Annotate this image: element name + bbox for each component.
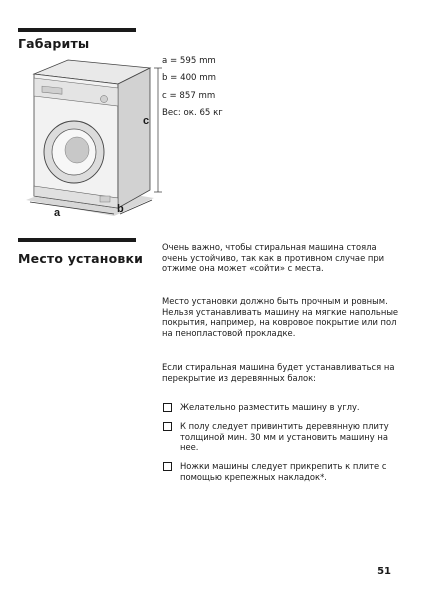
page-number: 51 (377, 566, 391, 577)
label-c: c (143, 115, 150, 127)
dimension-a: a = 595 mm (162, 56, 216, 66)
section-rule (18, 28, 136, 32)
weight: Вес: ок. 65 кг (162, 108, 223, 118)
checkbox-bullet-icon (163, 403, 172, 412)
label-a: a (54, 207, 61, 219)
list-item: К полу следует привинтить деревянную плиту толщиной мин. 30 мм и установить машину на нее. (162, 421, 402, 453)
install-paragraph-3: Если стиральная машина будет устанавливаться на перекрытие из деревянных балок: (162, 362, 395, 383)
install-paragraph-2: Место установки должно быть прочным и ровным. Нельзя устанавливать машину на мягкие напольные покрытия, например, на ковровое покрытие или пол на пенопластовой прокладке. (162, 296, 399, 338)
list-item: Ножки машины следует прикрепить к плите с помощью крепежных накладок*. (162, 461, 402, 482)
install-heading: Место установки (18, 251, 144, 266)
dimension-c: c = 857 mm (162, 91, 216, 101)
washing-machine-dimensions-figure (22, 50, 162, 222)
checkbox-bullet-icon (163, 422, 172, 431)
section-rule (18, 238, 136, 242)
checkbox-bullet-icon (163, 462, 172, 471)
dimensions-heading: Габариты (18, 36, 90, 51)
list-item: Желательно разместить машину в углу. (162, 402, 402, 413)
install-paragraph-1: Очень важно, чтобы стиральная машина стояла очень устойчиво, так как в противном случае при отжиме она может «сойти» с места. (162, 242, 385, 274)
dimension-b: b = 400 mm (162, 73, 216, 83)
label-b: b (117, 203, 124, 215)
